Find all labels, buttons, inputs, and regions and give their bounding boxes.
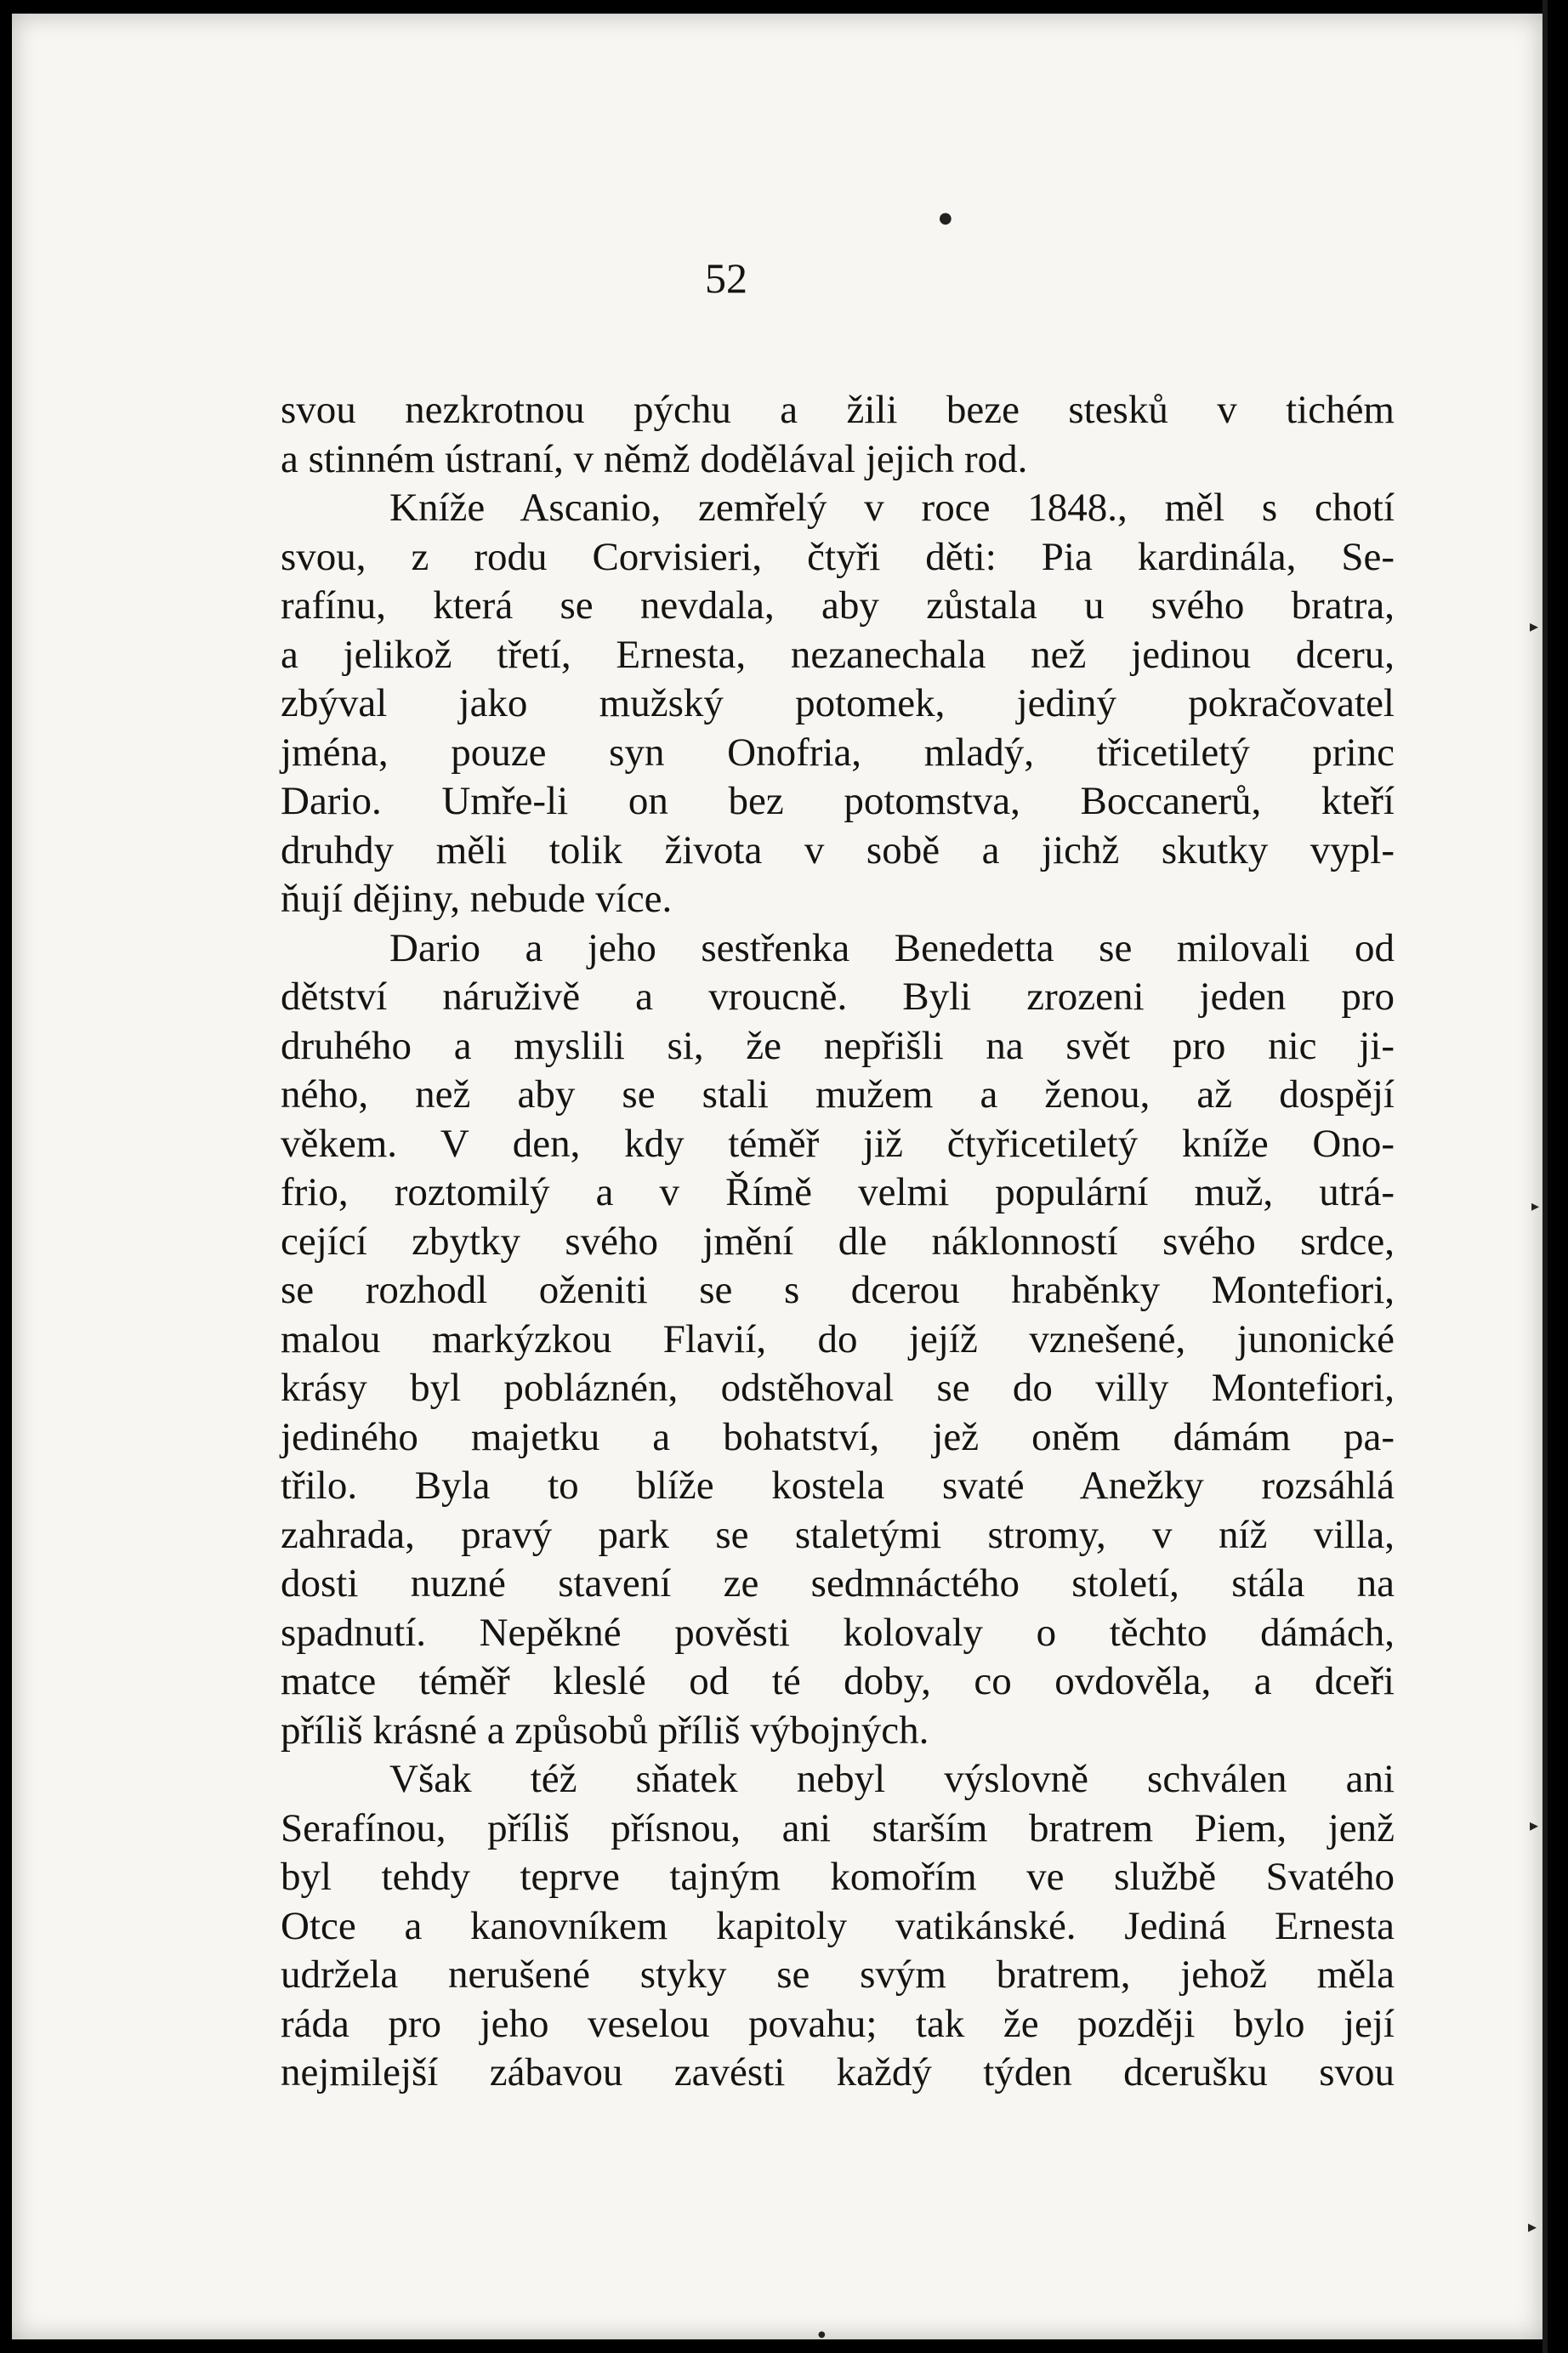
text-line: jména, pouze syn Onofria, mladý, třicetiletý princ — [281, 730, 1395, 775]
speck-mark: ▸ — [1530, 1815, 1539, 1835]
body-text — [281, 386, 1395, 2098]
text-line: byl tehdy teprve tajným komořím ve službě Svatého — [281, 1855, 1395, 1899]
text-line: třilo. Byla to blíže kostela svaté Anežky rozsáhlá — [281, 1464, 1395, 1508]
text-line: Dario. Umře-li on bez potomstva, Boccanerů, kteří — [281, 779, 1395, 823]
binding-edge — [1542, 0, 1548, 2353]
speck-mark: ● — [939, 209, 952, 227]
text-line: a jelikož třetí, Ernesta, nezanechala než jedinou dceru, — [281, 632, 1395, 677]
text-line: Však též sňatek nebyl výslovně schválen ani — [389, 1757, 1395, 1801]
text-line: zahrada, pravý park se staletými stromy, v níž villa, — [281, 1512, 1395, 1557]
text-line: a stinném ústraní, v němž dodělával jejich rod. — [281, 436, 1028, 481]
text-line: Kníže Ascanio, zemřelý v roce 1848., měl s chotí — [389, 486, 1395, 530]
text-line: rafínu, která se nevdala, aby zůstala u svého bratra, — [281, 583, 1395, 628]
text-line: věkem. V den, kdy téměř již čtyřicetiletý kníže Ono- — [281, 1121, 1395, 1166]
text-line: příliš krásné a způsobů příliš výbojných. — [281, 1708, 929, 1753]
speck-mark: ● — [818, 2330, 826, 2339]
text-line: svou, z rodu Corvisieri, čtyři děti: Pia kardinála, Se- — [281, 534, 1395, 579]
text-line: dětství náruživě a vroucně. Byli zrozeni jeden pro — [281, 975, 1395, 1019]
text-line: malou markýzkou Flavií, do jejíž vznešené, junonické — [281, 1316, 1395, 1361]
text-line: Dario a jeho sestřenka Benedetta se milovali od — [389, 925, 1395, 970]
text-line: Serafínou, příliš přísnou, ani starším bratrem Piem, jenž — [281, 1805, 1395, 1850]
speck-mark: ▸ — [1530, 616, 1539, 636]
text-line: udržela nerušené styky se svým bratrem, jehož měla — [281, 1952, 1395, 1997]
text-line: zbýval jako mužský potomek, jediný pokračovatel — [281, 681, 1395, 725]
text-line: spadnutí. Nepěkné pověsti kolovaly o těchto dámách, — [281, 1610, 1395, 1655]
scanned-page — [12, 14, 1542, 2339]
text-line: druhého a myslili si, že nepřišli na svět pro nic ji- — [281, 1023, 1395, 1068]
text-line: nejmilejší zábavou zavésti každý týden dcerušku svou — [281, 2050, 1395, 2094]
text-line: ného, než aby se stali mužem a ženou, až dospějí — [281, 1072, 1395, 1117]
text-line: Otce a kanovníkem kapitoly vatikánské. Jediná Ernesta — [281, 1903, 1395, 1948]
text-line: druhdy měli tolik života v sobě a jichž skutky vypl- — [281, 827, 1395, 872]
text-line: krásy byl pobláznén, odstěhoval se do villy Montefiori, — [281, 1366, 1395, 1410]
text-line: ňují dějiny, nebude více. — [281, 877, 673, 921]
text-line: jediného majetku a bohatství, jež oněm dámám pa- — [281, 1414, 1395, 1459]
text-line: frio, roztomilý a v Římě velmi populární muž, utrá- — [281, 1170, 1395, 1214]
text-line: ráda pro jeho veselou povahu; tak že později bylo její — [281, 2001, 1395, 2046]
page-number: 52 — [705, 254, 747, 302]
text-line: dosti nuzné stavení ze sedmnáctého století, stála na — [281, 1561, 1395, 1606]
text-line: se rozhodl oženiti se s dcerou hraběnky Montefiori, — [281, 1268, 1395, 1312]
text-line: svou nezkrotnou pýchu a žili beze stesků v tichém — [281, 388, 1395, 432]
speck-mark: ▸ — [1531, 1197, 1540, 1215]
text-line: cející zbytky svého jmění dle náklonností svého srdce, — [281, 1219, 1395, 1264]
text-line: matce téměř kleslé od té doby, co ovdověla, a dceři — [281, 1659, 1395, 1703]
speck-mark: ▸ — [1528, 2216, 1537, 2236]
